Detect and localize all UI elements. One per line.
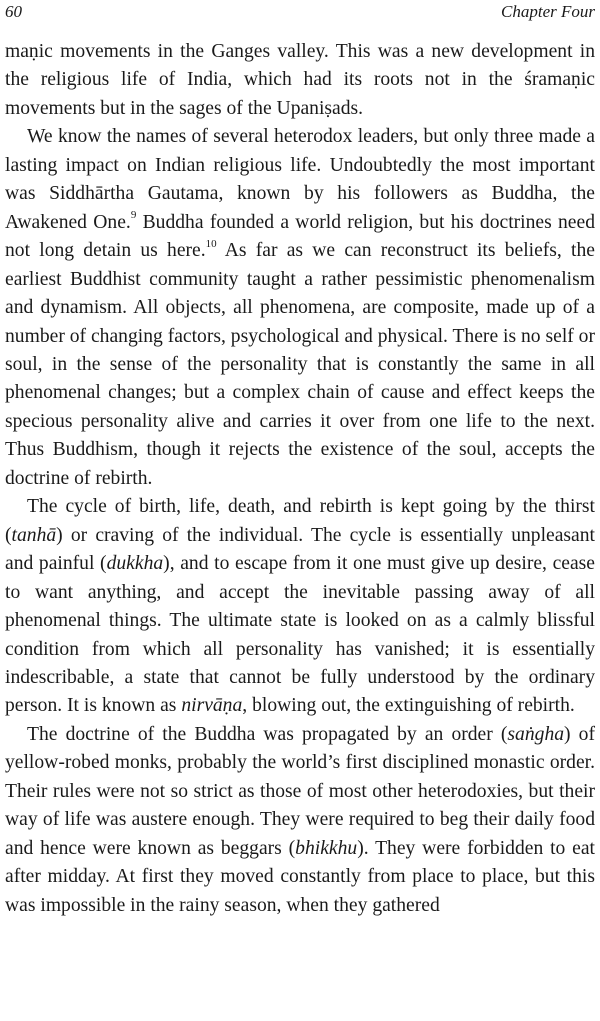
paragraph-1: [5, 38, 595, 123]
term-bhikkhu: bhikkhu: [295, 837, 358, 859]
text-run: As far as we can reconstruct its beliefs, the earliest Buddhist community taught a rather pessimistic phenomenalism and dynamism. All objects, all phenomena, are composite, made up of a number of changing factors, psychological and physical. There is no self or soul, in the sense of the personality that is constantly the same in all phenomenal changes; but a complex chain of cause and effect keeps the specious personality alive and carries it over from one life to the next. Thus Buddhism, though it rejects the existence of the soul, accepts the doctrine of rebirth.: [5, 240, 596, 489]
term-tanha: tanhā: [11, 524, 57, 546]
text-run: Buddha founded a world religion, but his doctrines need not long detain us here.: [5, 211, 595, 262]
paragraph-3: [5, 493, 595, 721]
paragraph-2: [5, 123, 595, 493]
text-run: ) or craving of the individual. The cycle is essentially unpleasant and painful (: [5, 524, 595, 575]
term-sangha: saṅgha: [507, 723, 565, 745]
text-run: ) of yellow-robed monks, probably the world’s first disciplined monastic order. Their rules were not so strict as those of most other heterodoxies, but their way of life was austere enough. They were required to beg their daily food and hence were known as beggars (: [5, 723, 596, 859]
body-text: [5, 38, 595, 920]
text-run: ). They were forbidden to eat after midday. At first they moved constantly from place to place, but this was impossible in the rainy season, when they gathered: [5, 837, 595, 916]
text-run: maṇic movements in the Ganges valley. This was a new development in the religious life of India, which had its roots not in the śramaṇic movements but in the sages of the Upaniṣads.: [5, 41, 595, 119]
paragraph-4: [5, 721, 595, 920]
running-head: [5, 2, 595, 24]
page-number: 60: [5, 2, 22, 21]
term-nirvana: nirvāṇa: [181, 695, 243, 717]
footnote-ref-9: 9: [130, 209, 137, 222]
footnote-ref-10: 10: [205, 237, 217, 250]
term-dukkha: dukkha: [106, 553, 164, 575]
text-run: ), and to escape from it one must give up desire, cease to want anything, and accept the inevitable passing away of all phenomenal things. The ultimate state is looked on as a calmly blissful condition from which all personality has vanished; it is essentially indescribable, a state that cannot be fully understood by the ordinary person. It is known as: [5, 553, 595, 717]
text-run: We know the names of several heterodox leaders, but only three made a lasting impact on Indian religious life. Undoubtedly the most important was Siddhārtha Gautama, known by his followers as Buddha, the Awakened One.: [5, 126, 595, 233]
text-run: The doctrine of the Buddha was propagated by an order (: [27, 723, 508, 745]
text-run: , blowing out, the extinguishing of rebirth.: [242, 695, 575, 717]
text-run: The cycle of birth, life, death, and rebirth is kept going by the thirst (: [5, 496, 595, 546]
chapter-title: Chapter Four: [501, 2, 595, 21]
